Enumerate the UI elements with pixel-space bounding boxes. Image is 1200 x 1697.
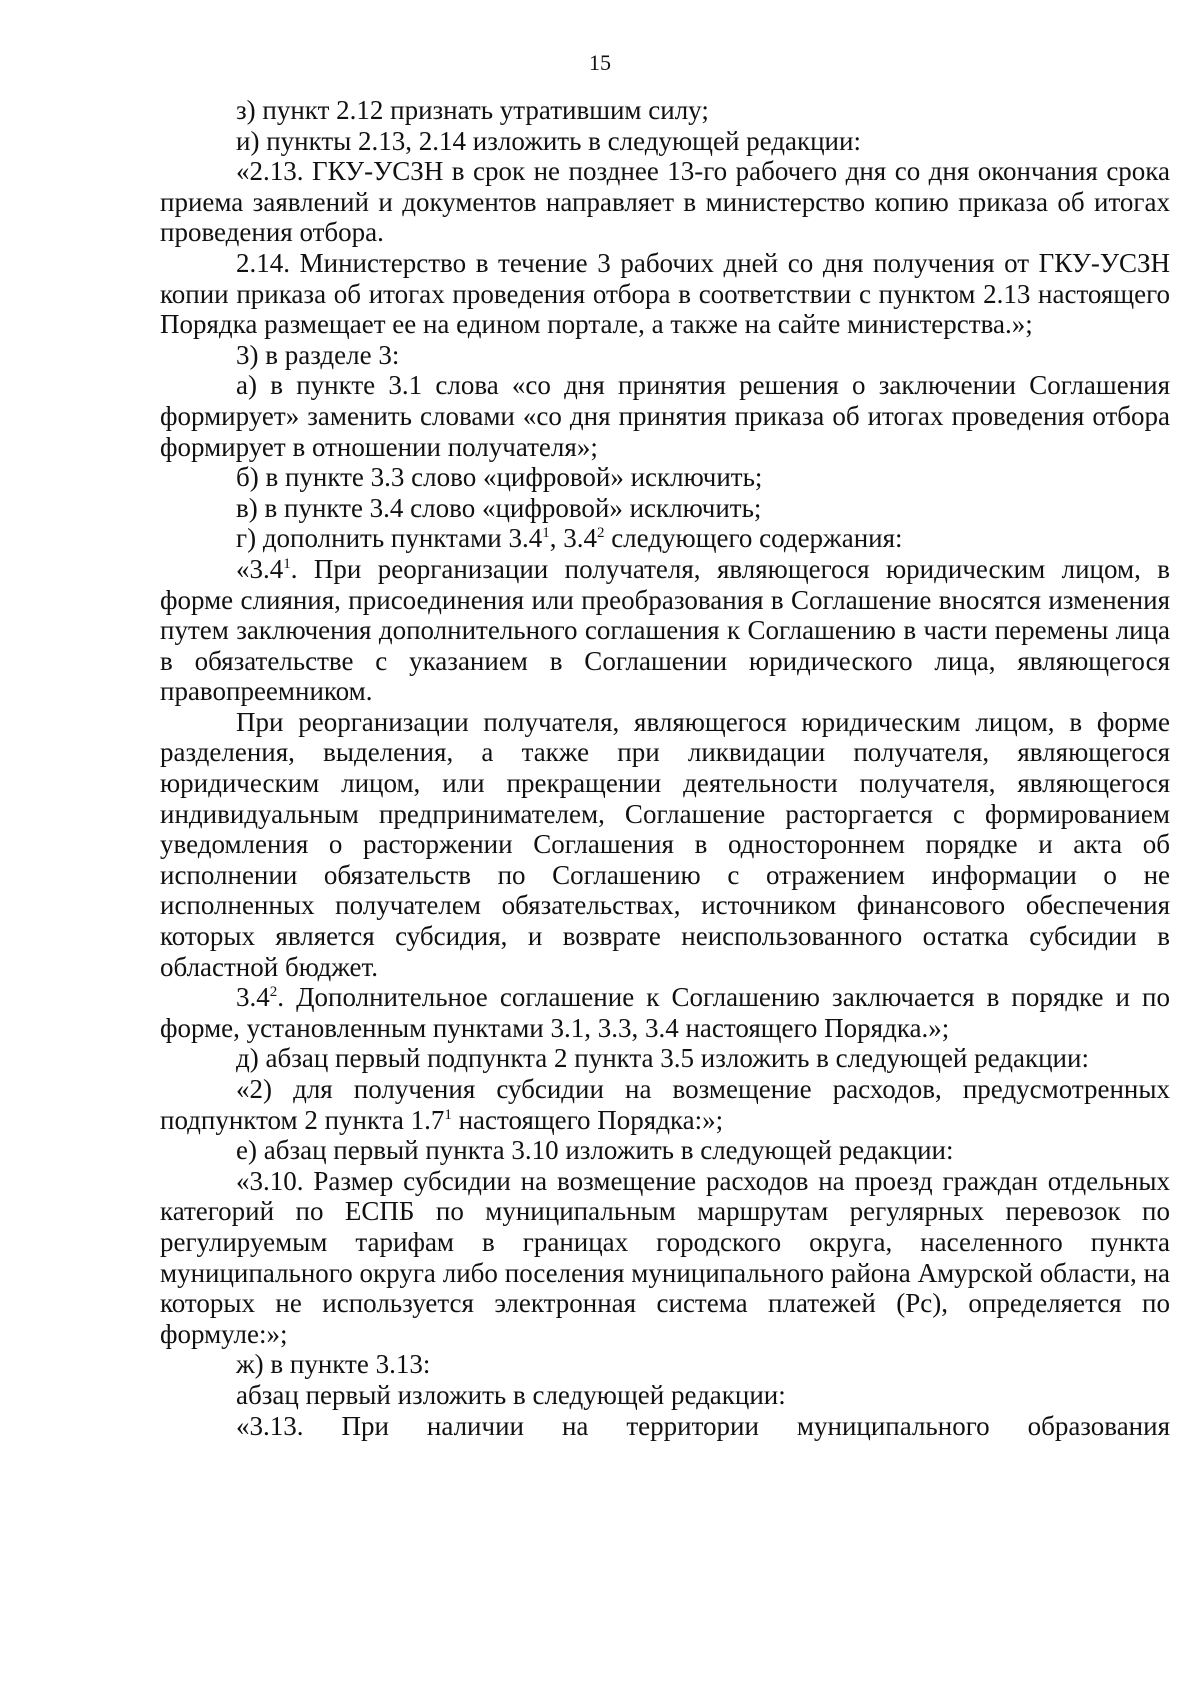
paragraph (160, 1074, 1170, 1135)
paragraph: «2.13. ГКУ-УСЗН в срок не позднее 13-го рабочего дня со дня окончания срока приема заявлений и документов направляет в министерство копию приказа об итогах проведения отбора. (160, 156, 1170, 248)
text-segment: следующего содержания: (604, 523, 903, 554)
text-segment: «3.4 (236, 553, 284, 584)
text-segment: 3.4 (236, 982, 270, 1013)
superscript: 1 (542, 525, 550, 542)
paragraph (160, 982, 1170, 1043)
paragraph: ж) в пункте 3.13: (236, 1349, 431, 1380)
paragraph: д) абзац первый подпункта 2 пункта 3.5 изложить в следующей редакции: (236, 1043, 1089, 1074)
paragraph: и) пункты 2.13, 2.14 изложить в следующей редакции: (236, 125, 861, 156)
text-segment: настоящего Порядка:»; (451, 1104, 724, 1135)
superscript: 1 (444, 1106, 452, 1123)
paragraph: 3) в разделе 3: (236, 339, 400, 370)
text-segment: г) дополнить пунктами 3.4 (236, 523, 543, 554)
superscript: 2 (269, 984, 278, 1001)
paragraph: а) в пункте 3.1 слова «со дня принятия решения о заключении Соглашения формирует» заменить словами «со дня принятия приказа об итогах проведения отбора формирует в отношении получателя»; (160, 370, 1170, 462)
text-segment: . Дополнительное соглашение к Соглашению заключается в порядке и по форме, установленным пунктами 3.1, 3.3, 3.4 настоящего Порядка.»; (160, 982, 1170, 1043)
paragraph: При реорганизации получателя, являющегося юридическим лицом, в форме разделения, выделения, а также при ликвидации получателя, являющегося юридическим лицом, или прекращении деятельности получателя, являющегося индивидуальным предпринимателем, Соглашение расторгается с формированием уведомления о расторжении Соглашения в одностороннем порядке и акта об исполнении обязательств по Соглашению с отражением информации о не исполненных получателем обязательствах, источником финансового обеспечения которых является субсидия, и возврате неиспользованного остатка субсидии в областной бюджет. (160, 706, 1170, 982)
paragraph: з) пункт 2.12 признать утратившим силу; (236, 95, 709, 125)
text-segment: , 3.4 (549, 523, 597, 554)
superscript: 1 (283, 555, 291, 572)
paragraph (160, 554, 1170, 707)
text-segment: «2) для получения субсидии на возмещение расходов, предусмотренных подпунктом 2 пункта 1.7 (160, 1074, 1170, 1135)
paragraph: абзац первый изложить в следующей редакции: (236, 1379, 786, 1410)
paragraph: «3.10. Размер субсидии на возмещение расходов на проезд граждан отдельных категорий по ЕСПБ по муниципальным маршрутам регулярных перевозок по регулируемым тарифам в границах городского округа, населенного пункта муниципального округа либо поселения муниципального района Амурской области, на которых не используется электронная система платежей (Рс), определяется по формуле:»; (160, 1165, 1170, 1349)
paragraph: 2.14. Министерство в течение 3 рабочих дней со дня получения от ГКУ-УСЗН копии приказа об итогах проведения отбора в соответствии с пунктом 2.13 настоящего Порядка размещает ее на едином портале, а также на сайте министерства.»; (160, 247, 1170, 340)
paragraph: б) в пункте 3.3 слово «цифровой» исключить; (236, 462, 763, 493)
paragraph: е) абзац первый пункта 3.10 изложить в следующей редакции: (236, 1135, 954, 1166)
page-number: 15 (589, 50, 611, 75)
paragraph: «3.13. При наличии на территории муниципального образования (236, 1410, 1170, 1441)
paragraph: в) в пункте 3.4 слово «цифровой» исключить; (236, 492, 762, 523)
document-body (160, 95, 1170, 1441)
text-segment: . При реорганизации получателя, являющегося юридическим лицом, в форме слияния, присоединения или преобразования в Соглашение вносятся изменения путем заключения дополнительного соглашения к Соглашению в части перемены лица в обязательстве с указанием в Соглашении юридического лица, являющегося правопреемником. (160, 553, 1170, 707)
superscript: 2 (596, 525, 605, 542)
paragraph (160, 523, 1170, 554)
